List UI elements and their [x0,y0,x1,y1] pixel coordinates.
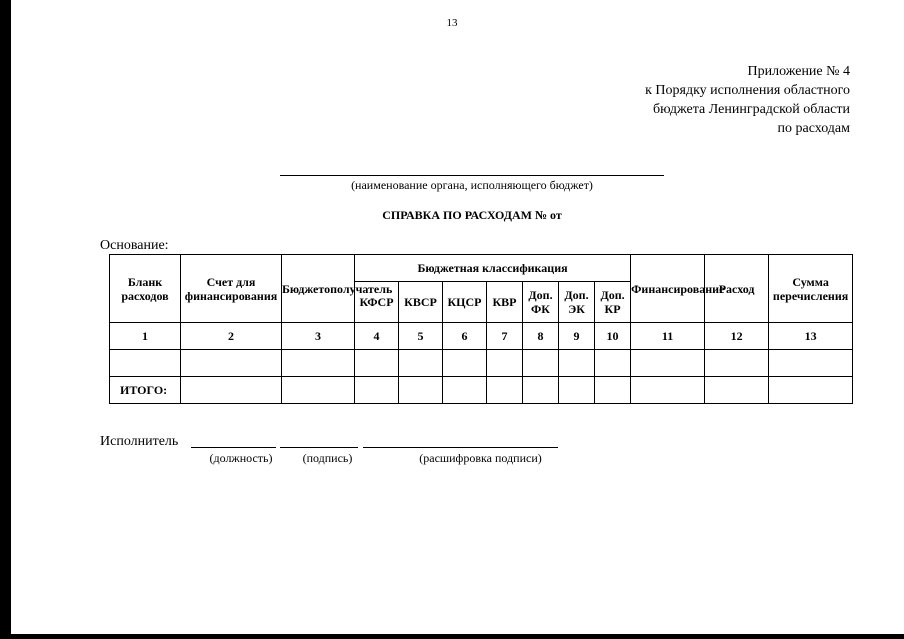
header-recipient: Бюджетополучатель [282,255,355,323]
column-number: 13 [769,323,853,350]
column-number: 4 [355,323,399,350]
position-caption: (должность) [209,451,273,465]
decode-line [363,447,558,448]
position-line [191,447,276,448]
header-kvsr: КВСР [399,282,443,323]
appendix-block [645,62,850,138]
table-cell [769,350,853,377]
column-number: 1 [110,323,181,350]
table-cell [181,377,282,404]
table-cell [443,350,487,377]
column-number: 12 [705,323,769,350]
column-number: 10 [595,323,631,350]
basis-label: Основание: [100,238,169,253]
table-cell [769,377,853,404]
column-number: 7 [487,323,523,350]
header-classification: Бюджетная классификация [355,255,631,282]
header-sum: Сумма перечисления [769,255,853,323]
total-label: ИТОГО: [110,377,181,404]
table-row [110,350,853,377]
table-cell [487,350,523,377]
table-cell [355,350,399,377]
table-cell [631,377,705,404]
table-cell [705,350,769,377]
table-cell [282,350,355,377]
column-number: 5 [399,323,443,350]
table-cell [399,377,443,404]
column-number: 6 [443,323,487,350]
table-cell [487,377,523,404]
table-cell [559,350,595,377]
column-number: 9 [559,323,595,350]
scan-border-bottom [0,634,904,639]
column-number: 8 [523,323,559,350]
appendix-line-2: к Порядку исполнения областного [645,83,850,98]
table-cell [399,350,443,377]
org-name-line [280,175,664,176]
appendix-line-3: бюджета Ленинградской области [653,102,850,117]
expense-table [109,254,853,404]
table-cell [705,377,769,404]
table-cell [355,377,399,404]
table-cell [181,350,282,377]
document-title: СПРАВКА ПО РАСХОДАМ № от [382,208,562,222]
header-dop-kr: Доп. КР [595,282,631,323]
header-dop-fk: Доп. ФК [523,282,559,323]
column-number: 11 [631,323,705,350]
header-kcsr: КЦСР [443,282,487,323]
table-cell [282,377,355,404]
table-cell [559,377,595,404]
signature-line [280,447,358,448]
header-kfsr: КФСР [355,282,399,323]
header-financing: Финансирование [631,255,705,323]
header-account: Счет для финансирования [181,255,282,323]
table-cell [443,377,487,404]
column-number: 3 [282,323,355,350]
table-cell [523,377,559,404]
header-kvr: КВР [487,282,523,323]
header-dop-ek: Доп. ЭК [559,282,595,323]
table-cell [595,377,631,404]
header-expense: Расход [705,255,769,323]
page-number: 13 [446,17,458,29]
column-number: 2 [181,323,282,350]
header-blank: Бланк расходов [110,255,181,323]
table-cell [631,350,705,377]
org-name-caption: (наименование органа, исполняющего бюджет) [351,178,593,192]
table-cell [595,350,631,377]
decode-caption: (расшифровка подписи) [419,451,542,465]
table-cell [110,350,181,377]
appendix-line-1: Приложение № 4 [747,64,850,79]
signature-caption: (подпись) [302,451,353,465]
table-cell [523,350,559,377]
appendix-line-4: по расходам [777,121,850,136]
executor-label: Исполнитель [100,434,179,449]
scan-border-left [0,0,11,639]
total-row [110,377,853,404]
